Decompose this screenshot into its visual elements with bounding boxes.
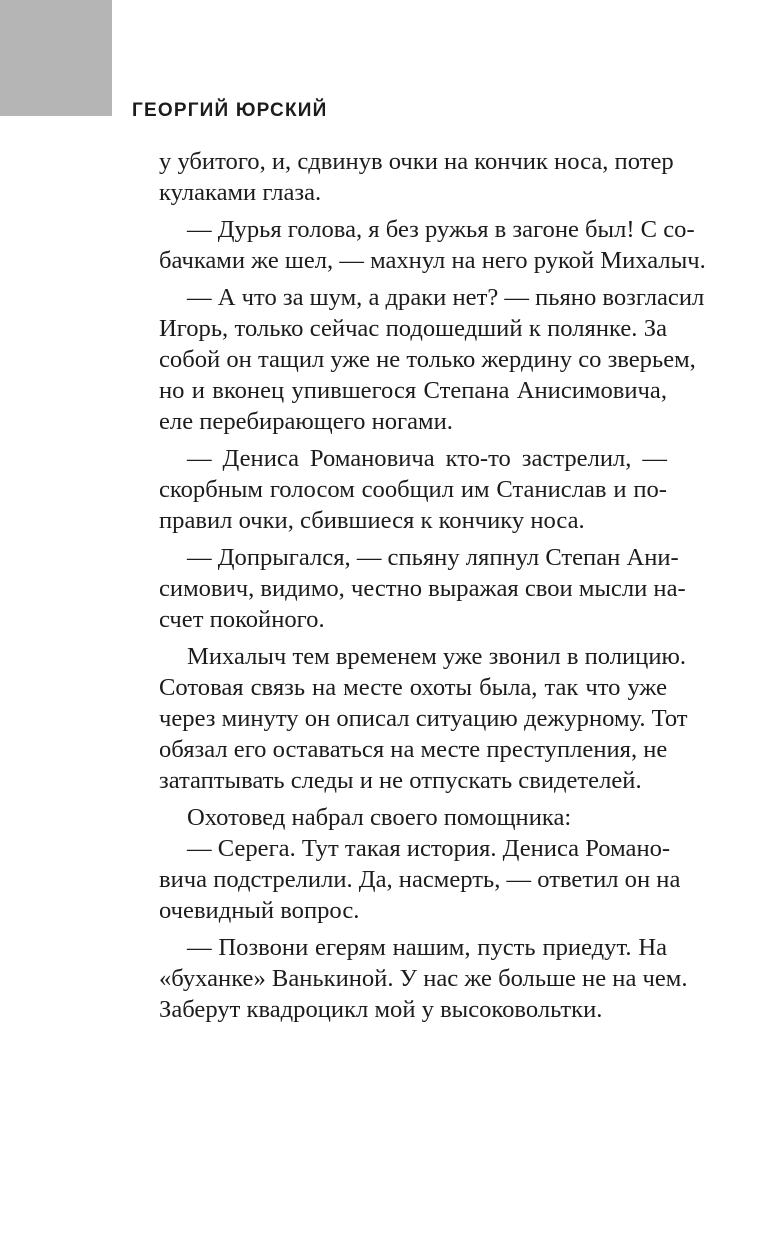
text-line: правил очки, сбившиеся к кончику носа.	[159, 507, 585, 534]
text-line: затаптывать следы и не отпускать свидетелей.	[159, 767, 642, 794]
text-line: вича подстрелили. Да, насмерть, — ответил он на	[159, 866, 681, 893]
text-line: — А что за шум, а драки нет? — пьяно возгласил	[187, 284, 705, 311]
text-line: — Дениса Романовича кто-то застрелил, —	[187, 445, 667, 472]
paragraph	[131, 932, 688, 1025]
text-line: «буханке» Ванькиной. У нас же больше не на чем.	[159, 965, 688, 992]
text-line: очевидный вопрос.	[159, 897, 360, 924]
text-line: Сотовая связь на месте охоты была, так что уже	[159, 674, 667, 701]
paragraph	[131, 146, 674, 208]
text-line: Заберут квадроцикл мой у высоковольтки.	[159, 996, 603, 1023]
text-line: — Допрыгался, — спьяну ляпнул Степан Ани-	[187, 544, 679, 571]
corner-tab	[0, 0, 112, 116]
text-line: Охотовед набрал своего помощника:	[187, 804, 572, 831]
text-line: кулаками глаза.	[159, 179, 322, 206]
paragraph	[131, 443, 667, 536]
text-line: еле перебирающего ногами.	[159, 408, 453, 435]
text-line: обязал его оставаться на месте преступления, не	[159, 736, 668, 763]
text-line: бачками же шел, — махнул на него рукой Михалыч.	[159, 247, 706, 274]
paragraph	[131, 802, 667, 833]
text-line: симович, видимо, честно выражая свои мысли на-	[159, 575, 686, 602]
paragraph	[131, 282, 705, 437]
paragraph	[131, 214, 706, 276]
text-line: но и вконец упившегося Степана Анисимовича,	[159, 377, 667, 404]
running-head-author: ГЕОРГИЙ ЮРСКИЙ	[132, 100, 328, 121]
text-line: Михалыч тем временем уже звонил в полицию.	[187, 643, 686, 670]
text-line: скорбным голосом сообщил им Станислав и по-	[159, 476, 667, 503]
text-line: — Позвони егерям нашим, пусть приедут. На	[187, 934, 667, 961]
text-line: — Дурья голова, я без ружья в загоне был! С со-	[187, 216, 695, 243]
body-text	[131, 146, 706, 1025]
paragraph	[131, 542, 686, 635]
text-line: через минуту он описал ситуацию дежурному. Тот	[159, 705, 688, 732]
paragraph	[131, 641, 688, 796]
paragraph	[131, 833, 681, 926]
text-line: собой он тащил уже не только жердину со зверьем,	[159, 346, 696, 373]
text-line: Игорь, только сейчас подошедший к полянке. За	[159, 315, 667, 342]
text-line: у убитого, и, сдвинув очки на кончик носа, потер	[159, 148, 674, 175]
text-line: счет покойного.	[159, 606, 325, 633]
text-line: — Серега. Тут такая история. Дениса Романо-	[187, 835, 671, 862]
